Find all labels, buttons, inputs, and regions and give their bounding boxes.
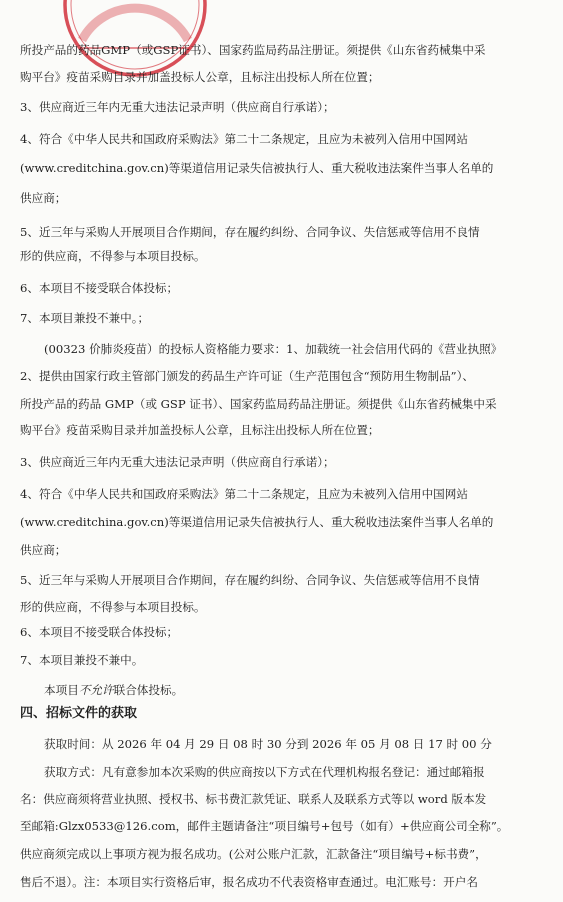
text-line: 获取方式：凡有意参加本次采购的供应商按以下方式在代理机构报名登记：通过邮箱报: [44, 765, 485, 779]
text-line: 4、符合《中华人民共和国政府采购法》第二十二条规定，且应为未被列入信用中国网站: [20, 487, 468, 501]
text-line: 6、本项目不接受联合体投标；: [20, 625, 179, 639]
text-line: (www.creditchina.gov.cn)等渠道信用记录失信被执行人、重大税收违法案件当事人名单的: [20, 515, 494, 529]
text-line: 所投产品的药品 GMP（或 GSP 证书）、国家药监局药品注册证。须提供《山东省药械集中采: [20, 397, 497, 411]
text-line: 购平台》疫苗采购目录并加盖投标人公章，且标注出投标人所在位置；: [20, 70, 380, 84]
text-line: 形的供应商，不得参与本项目投标。: [20, 249, 206, 263]
text-line: 供应商须完成以上事项方视为报名成功。(公对公账户汇款，汇款备注“项目编号+标书费”，: [20, 847, 487, 861]
section-heading: 四、招标文件的获取: [20, 706, 138, 721]
text-line: 名：供应商须将营业执照、授权书、标书费汇款凭证、联系人及联系方式等以 word 版本发: [20, 792, 487, 806]
text-line: 售后不退）。注：本项目实行资格后审，报名成功不代表资格审查通过。电汇账号：开户名: [20, 875, 478, 889]
text-line: 形的供应商，不得参与本项目投标。: [20, 600, 206, 614]
text-line: 6、本项目不接受联合体投标；: [20, 281, 179, 295]
text-line: [44, 680, 555, 700]
text-line: 至邮箱:Glzx0533@126.com，邮件主题请备注“项目编号+包号（如有）+供应商公司全称”。: [20, 819, 509, 833]
text-line: (00323 价肺炎疫苗）的投标人资格能力要求：1、加载统一社会信用代码的《营业执照》: [44, 342, 503, 356]
text-line: 7、本项目兼投不兼中。；: [20, 311, 150, 325]
text-line: 供应商；: [20, 191, 67, 205]
text-span: 联合体投标。: [113, 683, 184, 697]
text-line: 4、符合《中华人民共和国政府采购法》第二十二条规定，且应为未被列入信用中国网站: [20, 132, 468, 146]
text-line: 3、供应商近三年内无重大违法记录声明（供应商自行承诺）；: [20, 100, 335, 114]
text-span: 本项目: [44, 683, 79, 697]
text-line: 2、提供由国家行政主管部门颁发的药品生产许可证（生产范围包含“预防用生物制品”）、: [20, 369, 474, 383]
text-line: 获取时间：从 2026 年 04 月 29 日 08 时 30 分到 2026 年 05 月 08 日 17 时 00 分: [44, 737, 492, 751]
text-line: (www.creditchina.gov.cn)等渠道信用记录失信被执行人、重大税收违法案件当事人名单的: [20, 161, 494, 175]
text-line: 7、本项目兼投不兼中。: [20, 653, 144, 667]
text-line: 所投产品的药品GMP（或GSP证书）、国家药监局药品注册证。须提供《山东省药械集中采: [20, 43, 486, 57]
text-line: 供应商；: [20, 543, 67, 557]
text-line: 5、近三年与采购人开展项目合作期间，存在履约纠纷、合同争议、失信惩戒等信用不良情: [20, 573, 480, 587]
text-line: 5、近三年与采购人开展项目合作期间，存在履约纠纷、合同争议、失信惩戒等信用不良情: [20, 225, 480, 239]
text-line: 3、供应商近三年内无重大违法记录声明（供应商自行承诺）；: [20, 455, 335, 469]
emphasis-text: 不允许: [78, 683, 114, 697]
text-line: 购平台》疫苗采购目录并加盖投标人公章，且标注出投标人所在位置；: [20, 423, 380, 437]
